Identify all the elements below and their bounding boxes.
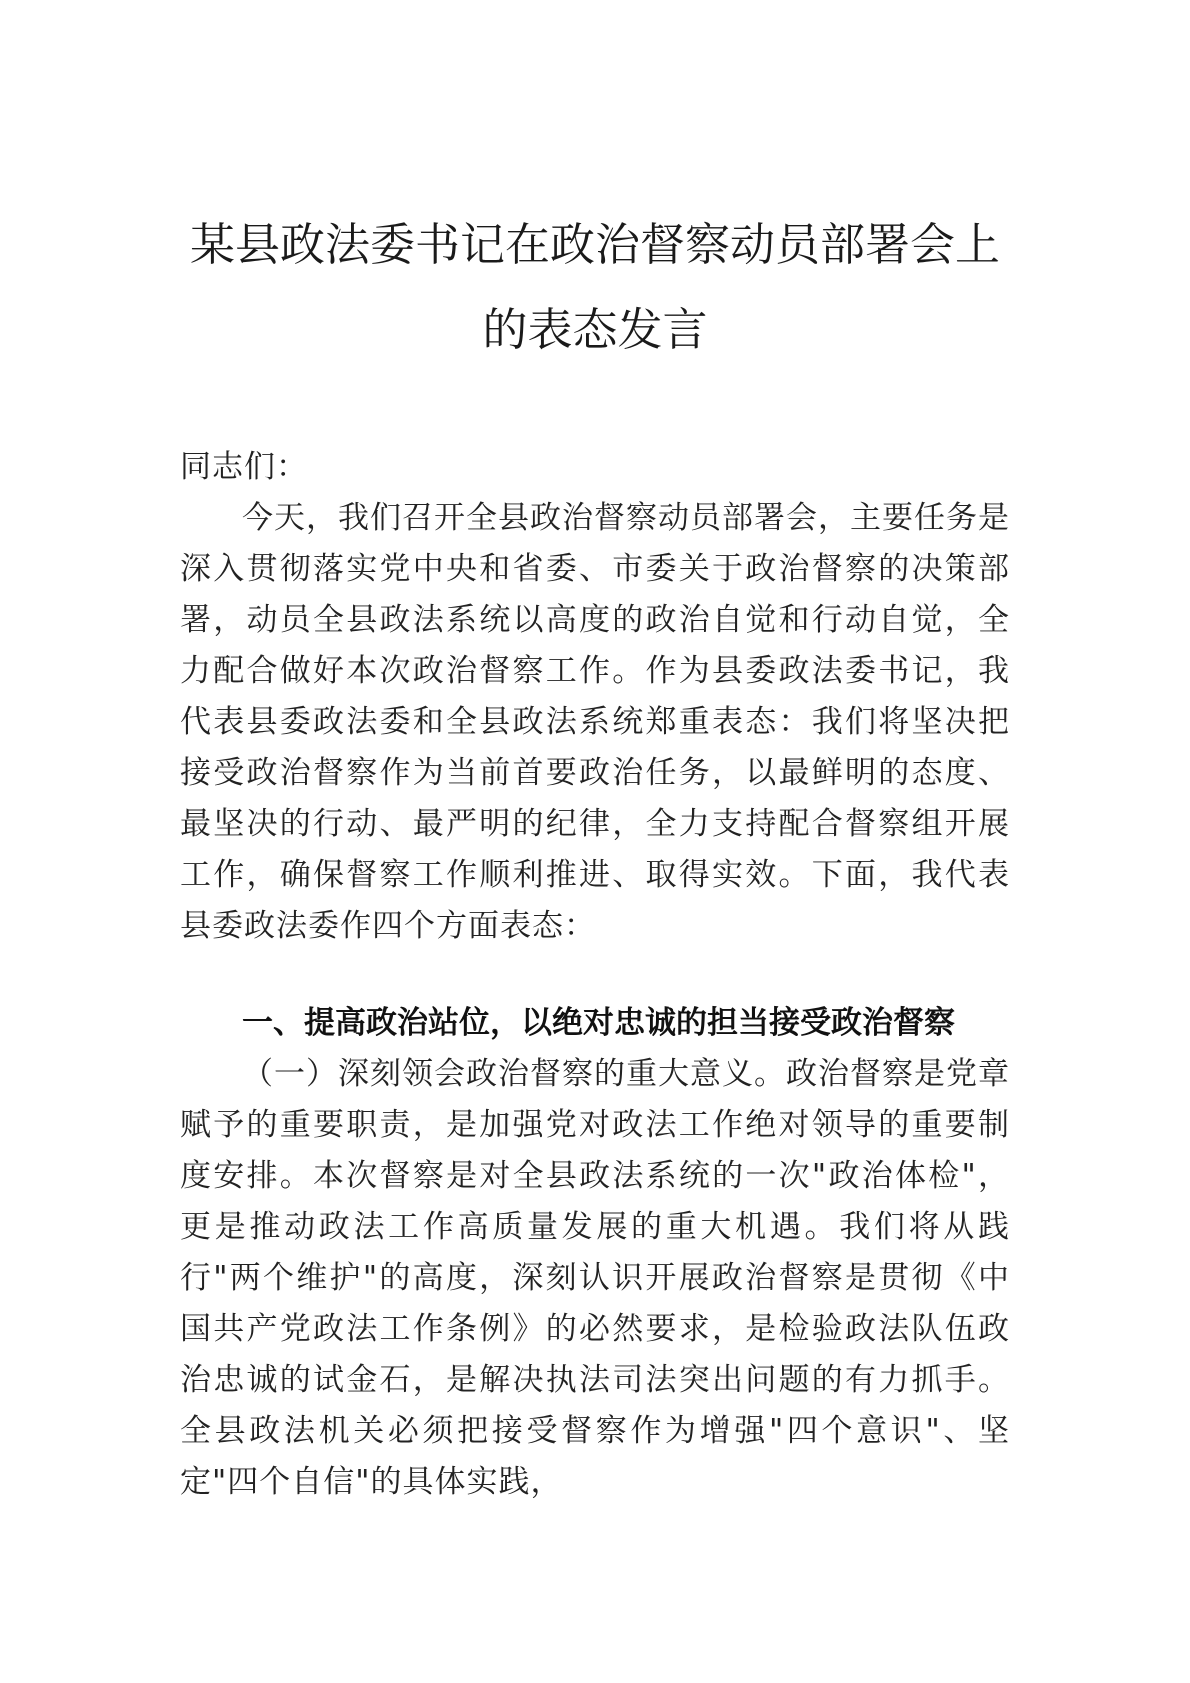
document-title-line1: 某县政法委书记在政治督察动员部署会上 <box>189 218 1000 271</box>
salutation: 同志们： <box>180 449 308 485</box>
document-title-line2: 的表态发言 <box>482 303 708 356</box>
section-heading-1: 一、提高政治站位，以绝对忠诚的担当接受政治督察 <box>242 1005 955 1041</box>
paragraph-section-1-1: （一）深刻领会政治督察的重大意义。政治督察是党章赋予的重要职责，是加强党对政法工作绝对领导的重要制度安排。本次督察是对全县政法系统的一次"政治体检"，更是推动政法工作高质量发展的重大机遇。我们将从践行"两个维护"的高度，深刻认识开展政治督察是贯彻《中国共产党政法工作条例》的必然要求，是检验政法队伍政治忠诚的试金石，是解决执法司法突出问题的有力抓手。全县政法机关必须把接受督察作为增强"四个意识"、坚定"四个自信"的具体实践， <box>180 1056 1010 1500</box>
paragraph-intro: 今天，我们召开全县政治督察动员部署会，主要任务是深入贯彻落实党中央和省委、市委关于政治督察的决策部署，动员全县政法系统以高度的政治自觉和行动自觉，全力配合做好本次政治督察工作。作为县委政法委书记，我代表县委政法委和全县政法系统郑重表态：我们将坚决把接受政治督察作为当前首要政治任务，以最鲜明的态度、最坚决的行动、最严明的纪律，全力支持配合督察组开展工作，确保督察工作顺利推进、取得实效。下面，我代表县委政法委作四个方面表态： <box>180 500 1010 944</box>
